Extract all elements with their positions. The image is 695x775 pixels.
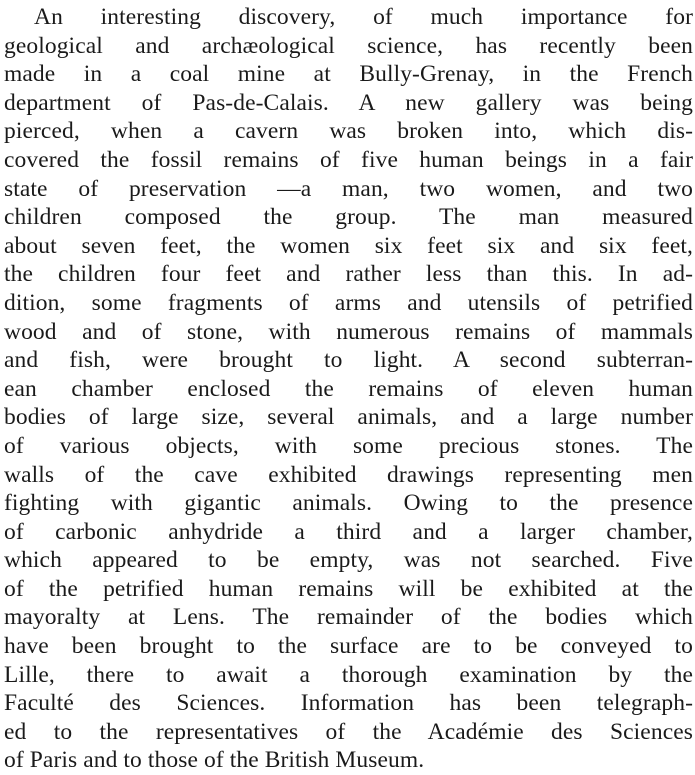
text-line: department of Pas-de-Calais. A new gallery was being [4,89,693,116]
text-line: dition, some fragments of arms and utensils of petrified [4,289,693,316]
text-line: mayoralty at Lens. The remainder of the bodies which [4,604,693,631]
text-line: made in a coal mine at Bully-Grenay, in the French [4,61,693,88]
text-line: fighting with gigantic animals. Owing to the presence [4,490,693,517]
text-line: geological and archæological science, has recently been [4,32,693,59]
text-line: of various objects, with some precious stones. The [4,432,693,459]
text-line: pierced, when a cavern was broken into, which dis- [4,118,693,145]
text-line: which appeared to be empty, was not searched. Five [4,547,693,574]
text-line: Lille, there to await a thorough examination by the [4,661,693,688]
text-line: of Paris and to those of the British Museum. [4,747,425,774]
text-line: of carbonic anhydride a third and a larger chamber, [4,518,693,545]
text-line: of the petrified human remains will be exhibited at the [4,575,693,602]
text-line: walls of the cave exhibited drawings representing men [4,461,693,488]
text-line: ed to the representatives of the Académie des Sciences [4,718,693,745]
text-line: the children four feet and rather less than this. In ad- [4,261,693,288]
text-line: state of preservation —a man, two women, and two [4,175,693,202]
text-line: have been brought to the surface are to be conveyed to [4,633,693,660]
text-line: An interesting discovery, of much importance for [34,4,693,30]
text-line: bodies of large size, several animals, and a large number [4,404,693,431]
text-line: ean chamber enclosed the remains of eleven human [4,375,693,402]
text-line: covered the fossil remains of five human beings in a fair [4,146,693,173]
text-line: and fish, were brought to light. A second subterran- [4,347,693,374]
text-line: wood and of stone, with numerous remains of mammals [4,318,693,345]
text-line: children composed the group. The man measured [4,204,693,231]
text-line: Faculté des Sciences. Information has been telegraph- [4,690,693,717]
text-line: about seven feet, the women six feet six and six feet, [4,232,693,259]
